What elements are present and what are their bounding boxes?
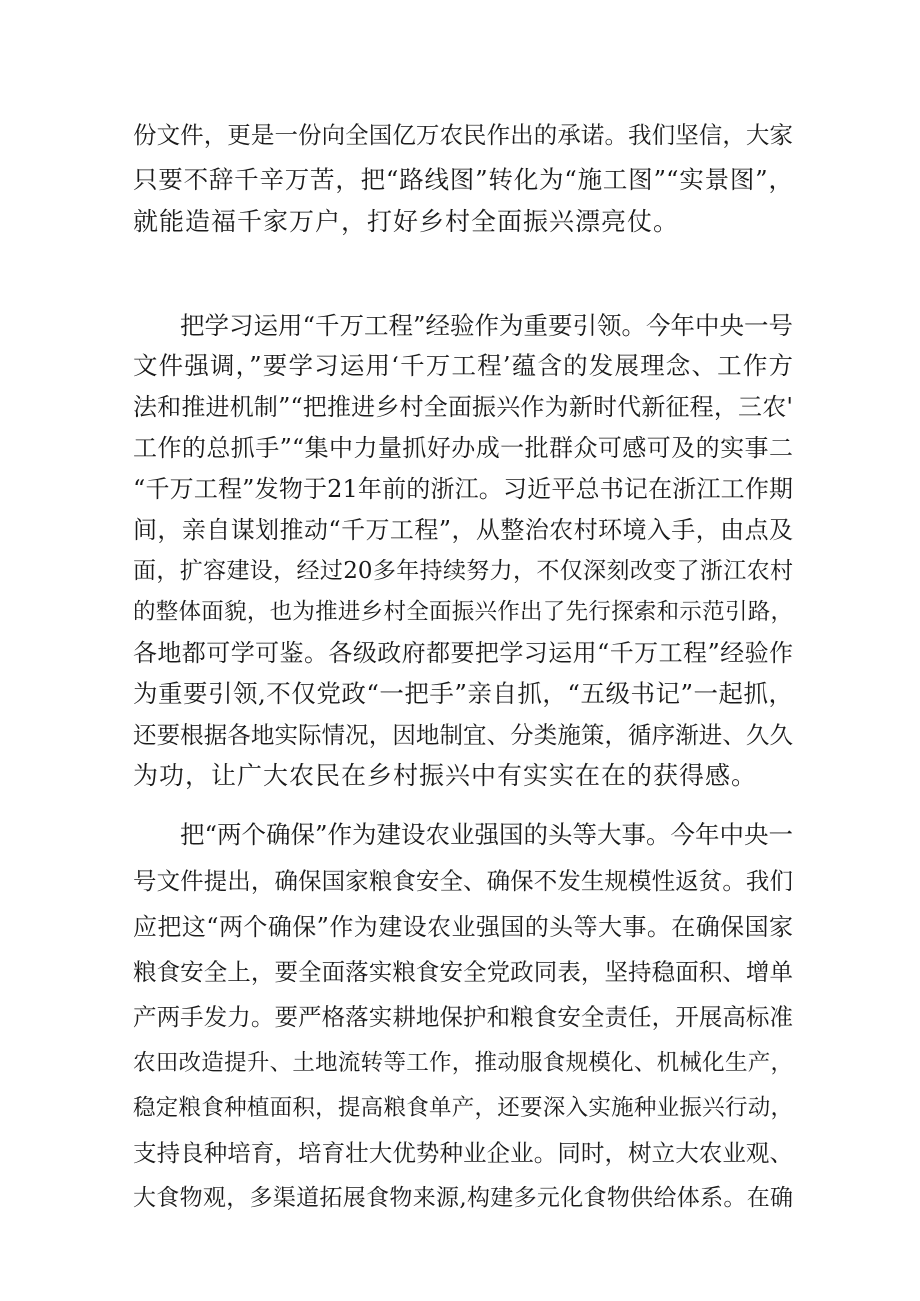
text-line: 粮食安全上，要全面落实粮食安全党政同表，坚持稳面积、增单	[133, 958, 793, 986]
text-line: 还要根据各地实际情况，因地制宜、分类施策，循序渐进、久久	[133, 721, 793, 749]
text-line: 工作的总抓手”“集中力量抓好办成一批群众可感可及的实事二	[133, 434, 793, 462]
text-line: 就能造福千家万户，打好乡村全面振兴漂亮仗。	[133, 207, 680, 236]
text-line: 法和推进机制”“把推进乡村全面振兴作为新时代新征程，三农'	[133, 393, 793, 421]
text-line: 只要不辞千辛万苦，把“路线图”转化为“施工图”“实景图”，	[133, 165, 793, 194]
text-line: 为功，让广大农民在乡村振兴中有实实在在的获得感。	[133, 761, 758, 790]
text-line: 农田改造提升、土地流转等工作，推动服食规模化、机械化生产，	[133, 1050, 793, 1076]
paragraph-first-line: 把学习运用“千万工程”经验作为重要引领。今年中央一号	[180, 311, 794, 340]
text-line: “千万工程”发物于21年前的浙江。习近平总书记在浙江工作期	[133, 475, 793, 503]
text-line: 稳定粮食种植面积，提高粮食单产，还要深入实施种业振兴行动，	[133, 1095, 793, 1121]
text-line: 为重要引领,不仅党政“一把手”亲自抓，“五级书记”一起抓，	[133, 679, 793, 708]
text-line: 产两手发力。要严格落实耕地保护和粮食安全责任，开展高标准	[133, 1003, 793, 1031]
text-line: 应把这“两个确保”作为建设农业强国的头等大事。在确保国家	[133, 913, 793, 941]
text-line: 各地都可学可鉴。各级政府都要把学习运用“千万工程”经验作	[133, 639, 793, 667]
text-line: 大食物观，多渠道拓展食物来源,构建多元化食物供给体系。在确	[133, 1185, 793, 1211]
paragraph-first-line: 把“两个确保”作为建设农业强国的头等大事。今年中央一	[180, 820, 794, 849]
text-line: 的整体面貌，也为推进乡村全面振兴作出了先行探索和示范引路，	[133, 599, 793, 625]
text-line: 面，扩容建设，经过20多年持续努力，不仅深刻改变了浙江农村	[133, 558, 793, 584]
text-line: 支持良种培育，培育壮大优势种业企业。同时，树立大农业观、	[133, 1139, 793, 1167]
text-line: 号文件提出，确保国家粮食安全、确保不发生规模性返贫。我们	[133, 867, 793, 895]
text-line: 间，亲自谋划推动“千万工程”，从整治农村环境入手，由点及	[133, 516, 793, 544]
text-line: 份文件，更是一份向全国亿万农民作出的承诺。我们坚信，大家	[133, 121, 793, 149]
text-line: 文件强调，”要学习运用‘千万工程’蕴含的发展理念、工作方	[133, 351, 793, 380]
